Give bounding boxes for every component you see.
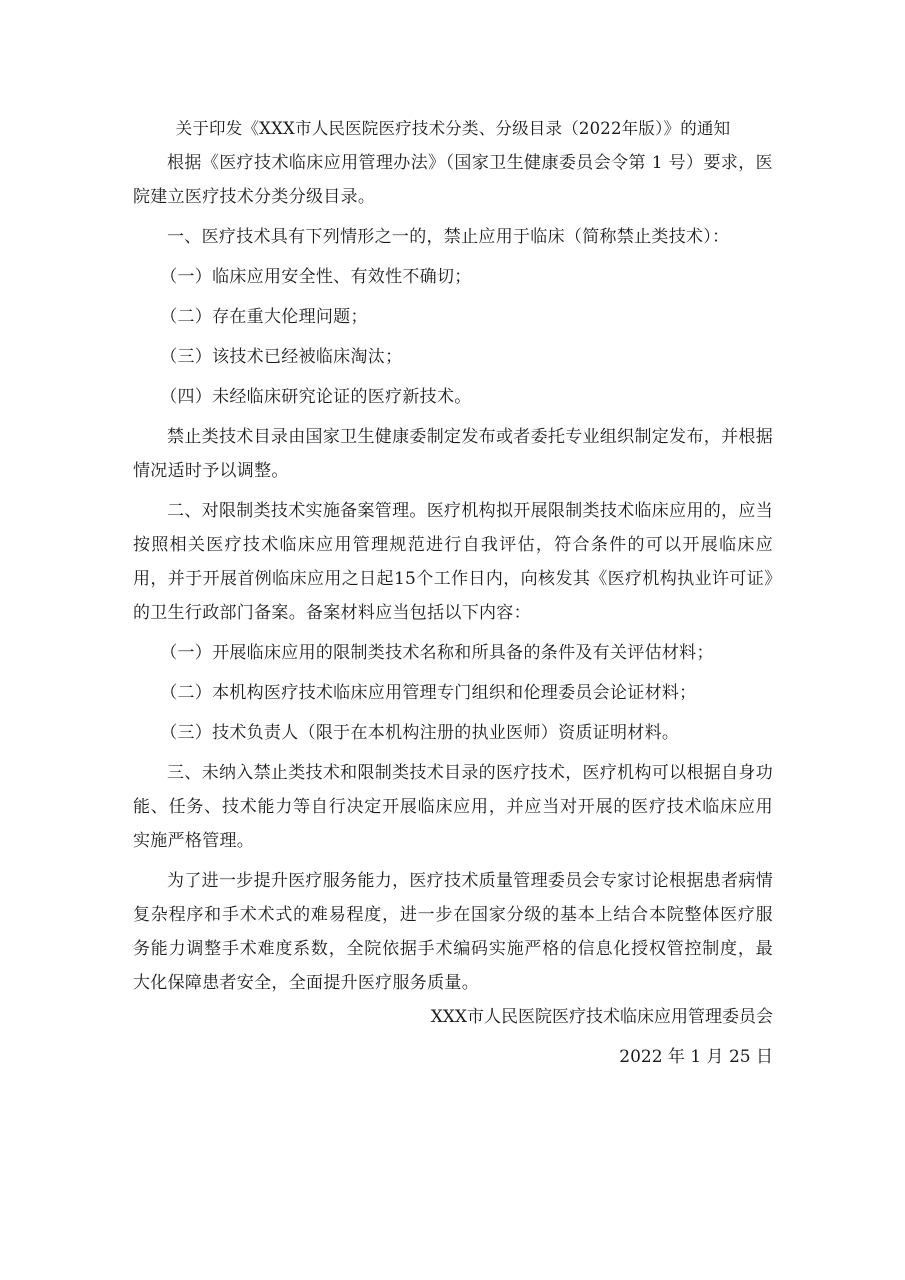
signature-date: 2022 年 1 月 25 日 bbox=[619, 1047, 773, 1067]
paragraph-prohibited-item-1: （一）临床应用安全性、有效性不确切； bbox=[160, 267, 472, 287]
paragraph-prohibited-item-3: （三）该技术已经被临床淘汰； bbox=[160, 347, 403, 367]
signature-organization: XXX市人民医院医疗技术临床应用管理委员会 bbox=[430, 1007, 773, 1027]
paragraph-section-1: 一、医疗技术具有下列情形之一的，禁止应用于临床（简称禁止类技术）： bbox=[167, 227, 730, 247]
document-body bbox=[133, 112, 773, 1006]
paragraph-filing-item-2: （二）本机构医疗技术临床应用管理专门组织和伦理委员会论证材料； bbox=[160, 683, 697, 703]
paragraph-section-3: 三、未纳入禁止类技术和限制类技术目录的医疗技术，医疗机构可以根据自身功能、任务、技术能力等自行决定开展临床应用，并应当对开展的医疗技术临床应用实施严格管理。 bbox=[133, 763, 773, 851]
paragraph-prohibited-item-4: （四）未经临床研究论证的医疗新技术。 bbox=[160, 387, 472, 407]
document-title: 关于印发《XXX市人民医院医疗技术分类、分级目录（2022年版）》的通知 bbox=[175, 119, 731, 138]
paragraph-filing-item-1: （一）开展临床应用的限制类技术名称和所具备的条件及有关评估材料； bbox=[160, 643, 714, 663]
paragraph-conclusion: 为了进一步提升医疗服务能力，医疗技术质量管理委员会专家讨论根据患者病情复杂程序和手术术式的难易程度，进一步在国家分级的基本上结合本院整体医疗服务能力调整手术难度系数，全院依据手术编码实施严格的信息化授权管控制度，最大化保障患者安全，全面提升医疗服务质量。 bbox=[133, 871, 773, 993]
paragraph-prohibited-list: 禁止类技术目录由国家卫生健康委制定发布或者委托专业组织制定发布，并根据情况适时予以调整。 bbox=[133, 427, 773, 481]
paragraph-section-2: 二、对限制类技术实施备案管理。医疗机构拟开展限制类技术临床应用的，应当按照相关医疗技术临床应用管理规范进行自我评估，符合条件的可以开展临床应用，并于开展首例临床应用之日起15个工作日内，向核发其《医疗机构执业许可证》的卫生行政部门备案。备案材料应当包括以下内容： bbox=[133, 501, 773, 623]
paragraph-filing-item-3: （三）技术负责人（限于在本机构注册的执业医师）资质证明材料。 bbox=[160, 723, 680, 743]
paragraph-prohibited-item-2: （二）存在重大伦理问题； bbox=[160, 307, 368, 327]
paragraph-intro: 根据《医疗技术临床应用管理办法》（国家卫生健康委员会令第 1 号）要求，医院建立医疗技术分类分级目录。 bbox=[133, 153, 773, 207]
